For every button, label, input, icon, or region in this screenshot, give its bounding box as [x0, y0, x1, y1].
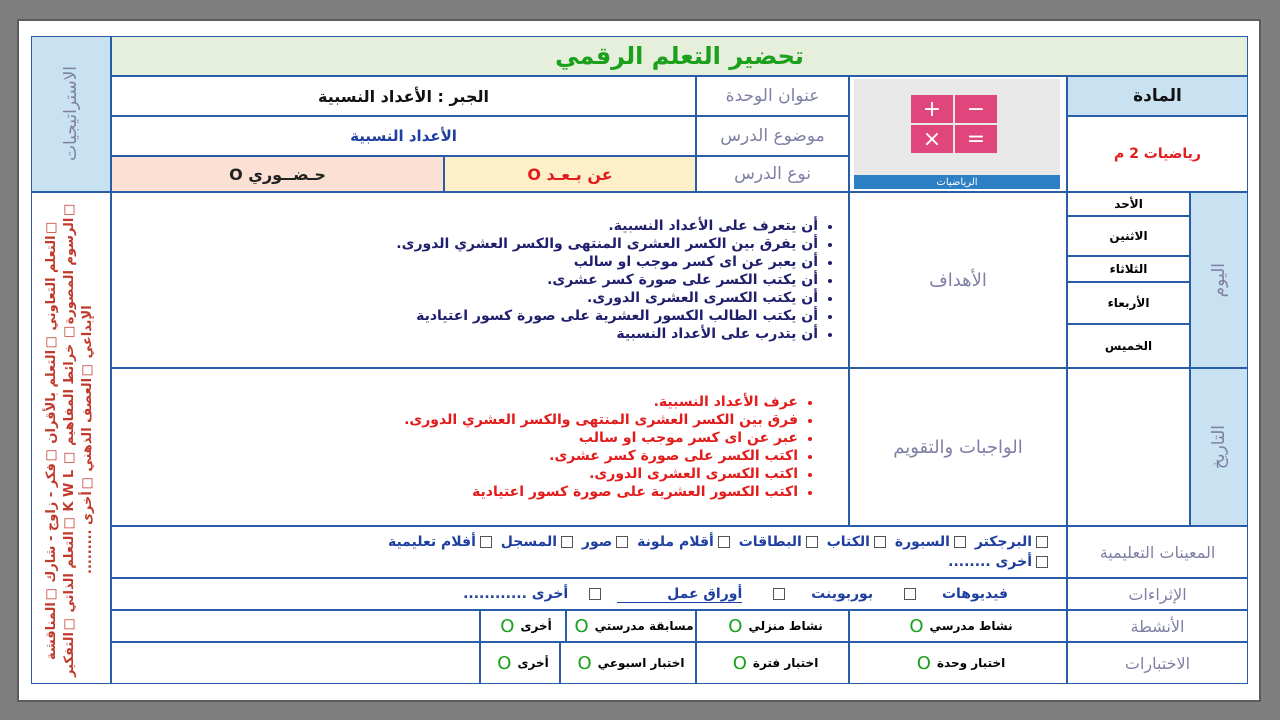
option-circle-icon[interactable]: O	[497, 652, 512, 674]
enrichment-other: أخرى ............	[463, 586, 569, 602]
activity-empty-cell	[111, 610, 480, 642]
times-icon: ×	[911, 125, 953, 153]
activity-home-cell[interactable]	[696, 610, 849, 642]
objectives-cell	[111, 192, 849, 368]
resources-other-row	[948, 554, 1052, 570]
resources-label-cell	[1067, 526, 1248, 578]
strategies-header	[31, 36, 111, 192]
minus-icon: −	[955, 95, 997, 123]
objective-item: • أن يتعرف على الأعداد النسبية.	[396, 217, 818, 235]
checkbox[interactable]	[616, 536, 628, 548]
unit-value: الجبر : الأعداد النسبية	[318, 86, 489, 106]
presence-cell[interactable]	[111, 156, 444, 192]
activity-home: نشاط منزلي	[748, 619, 823, 633]
checkbox[interactable]	[589, 588, 601, 600]
homework-item: • اكتب الكسرى العشرى الدورى.	[404, 465, 798, 483]
day-label: اليوم	[1209, 262, 1229, 298]
enrichment-item: بوربوينت	[811, 586, 874, 602]
homework-list	[404, 393, 848, 501]
homework-label: الواجبات والتقويم	[893, 436, 1023, 458]
checkbox[interactable]	[773, 588, 785, 600]
objective-item: • أن يكتب الكسر على صورة كسر عشرى.	[396, 271, 818, 289]
objective-item: • أن يكتب الكسرى العشرى الدورى.	[396, 289, 818, 307]
objective-item: • أن يتدرب على الأعداد النسبية	[396, 325, 818, 343]
resource-item: البرجكتر	[974, 534, 1032, 550]
objective-item: • أن يعبر عن اى كسر موجب او سالب	[396, 253, 818, 271]
option-circle-icon[interactable]: O	[574, 615, 589, 637]
unit-value-cell	[111, 76, 696, 116]
day-monday[interactable]: الاثنين	[1067, 216, 1190, 256]
objectives-list	[396, 217, 848, 343]
tests-label-cell	[1067, 642, 1248, 684]
checkbox[interactable]	[480, 536, 492, 548]
option-circle-icon[interactable]: O	[577, 652, 592, 674]
remote-option[interactable]: عن بـعـد O	[527, 164, 613, 184]
option-circle-icon[interactable]: O	[909, 615, 924, 637]
homework-item: • اكتب الكسور العشرية على صورة كسور اعتيادية	[404, 483, 798, 501]
activity-contest: مسابقة مدرستي	[594, 619, 694, 633]
enrichment-cell	[111, 578, 1067, 610]
resources-label: المعينات التعليمية	[1099, 542, 1216, 562]
date-value-cell[interactable]	[1067, 368, 1190, 526]
checkbox[interactable]	[954, 536, 966, 548]
type-label: نوع الدرس	[734, 164, 811, 184]
lesson-value-cell	[111, 116, 696, 156]
homework-label-cell	[849, 368, 1067, 526]
resource-item: أفلام تعليمية	[387, 534, 476, 550]
option-circle-icon[interactable]: O	[916, 652, 931, 674]
checkbox[interactable]	[806, 536, 818, 548]
tests-label: الاختبارات	[1124, 653, 1191, 673]
homework-item: • فرق بين الكسر العشرى المنتهى والكسر العشري الدورى.	[404, 411, 798, 429]
test-unit-cell[interactable]	[849, 642, 1067, 684]
resource-item: صور	[581, 534, 613, 550]
homework-item: • عرف الأعداد النسبية.	[404, 393, 798, 411]
unit-label: عنوان الوحدة	[725, 86, 820, 106]
resource-item: أقلام ملونة	[637, 534, 714, 550]
homework-item: • اكتب الكسر على صورة كسر عشرى.	[404, 447, 798, 465]
test-other: أخرى	[517, 656, 549, 670]
test-weekly: اختبار اسبوعي	[597, 656, 685, 670]
test-term-cell[interactable]	[696, 642, 849, 684]
objectives-label-cell	[849, 192, 1067, 368]
day-tuesday[interactable]: الثلاثاء	[1067, 256, 1190, 282]
test-other-cell[interactable]	[480, 642, 560, 684]
option-circle-icon[interactable]: O	[732, 652, 747, 674]
logo-image	[854, 79, 1060, 189]
checkbox[interactable]	[561, 536, 573, 548]
type-label-cell	[696, 156, 849, 192]
strategies-label: الاستراتيجيات	[61, 66, 81, 162]
enrichment-item: فيديوهات	[941, 586, 1008, 602]
test-unit: اختبار وحدة	[936, 656, 1006, 670]
enrichment-item: أوراق عمل	[617, 586, 742, 603]
checkbox[interactable]	[718, 536, 730, 548]
remote-cell[interactable]	[444, 156, 696, 192]
checkbox[interactable]	[1036, 556, 1048, 568]
lesson-label: موضوع الدرس	[720, 126, 825, 146]
subject-logo-cell	[849, 76, 1067, 192]
resource-item: الكتاب	[826, 534, 870, 550]
enrichment-row	[463, 586, 1008, 602]
enrichment-label: الإثراءات	[1128, 584, 1187, 604]
equals-icon: =	[955, 125, 997, 153]
presence-option[interactable]: حـضــوري O	[229, 164, 326, 184]
resources-row	[388, 534, 1052, 550]
activities-label: الأنشطة	[1130, 616, 1185, 636]
resource-other: أخرى ........	[948, 554, 1032, 570]
resources-cell	[111, 526, 1067, 578]
subject-value-cell	[1067, 116, 1248, 192]
checkbox[interactable]	[874, 536, 886, 548]
homework-cell	[111, 368, 849, 526]
date-label-cell	[1190, 368, 1248, 526]
homework-item: • عبر عن اى كسر موجب او سالب	[404, 429, 798, 447]
day-wednesday[interactable]: الأربعاء	[1067, 282, 1190, 324]
strategies-list: □التعلم التعاوني □التعلم بالأقران □فكر - زاوج - شارك □المناقشة □الرسوم المصورة□ خرائط المفاهيم □ K W L □التعلم الذاتي □التفكير الإبداعي □العصف الذهني □أخرى .........	[44, 202, 95, 678]
unit-label-cell	[696, 76, 849, 116]
objective-item: • أن يفرق بين الكسر العشرى المنتهى والكسر العشري الدورى.	[396, 235, 818, 253]
lesson-label-cell	[696, 116, 849, 156]
checkbox[interactable]	[904, 588, 916, 600]
page-title: تحضير التعلم الرقمي	[555, 42, 804, 70]
date-label: التاريخ	[1209, 424, 1229, 470]
subject-label-cell	[1067, 76, 1248, 116]
page-title-cell	[111, 36, 1248, 76]
activity-contest-cell[interactable]	[566, 610, 696, 642]
subject-label: المادة	[1133, 86, 1182, 106]
objectives-label: الأهداف	[929, 269, 987, 291]
resource-item: السبورة	[894, 534, 950, 550]
objective-item: • أن يكتب الطالب الكسور العشرية على صورة كسور اعتيادية	[396, 307, 818, 325]
activity-other: أخرى	[520, 619, 552, 633]
option-circle-icon[interactable]: O	[500, 615, 515, 637]
option-circle-icon[interactable]: O	[728, 615, 743, 637]
resource-item: المسجل	[500, 534, 558, 550]
activity-other-cell[interactable]	[480, 610, 566, 642]
checkbox[interactable]	[1036, 536, 1048, 548]
test-term: اختبار فترة	[752, 656, 819, 670]
resource-item: البطاقات	[738, 534, 802, 550]
test-weekly-cell[interactable]	[560, 642, 696, 684]
subject-value: رياضيات 2 م	[1114, 146, 1201, 162]
lesson-value: الأعداد النسبية	[350, 127, 457, 145]
enrichment-label-cell	[1067, 578, 1248, 610]
day-sunday[interactable]: الأحد	[1067, 192, 1190, 216]
test-empty-cell	[111, 642, 480, 684]
activity-school-cell[interactable]	[849, 610, 1067, 642]
logo-caption: الرياضيات	[854, 175, 1060, 189]
activities-label-cell	[1067, 610, 1248, 642]
activity-school: نشاط مدرسي	[929, 619, 1013, 633]
plus-icon: +	[911, 95, 953, 123]
day-label-cell	[1190, 192, 1248, 368]
day-thursday[interactable]: الخميس	[1067, 324, 1190, 368]
